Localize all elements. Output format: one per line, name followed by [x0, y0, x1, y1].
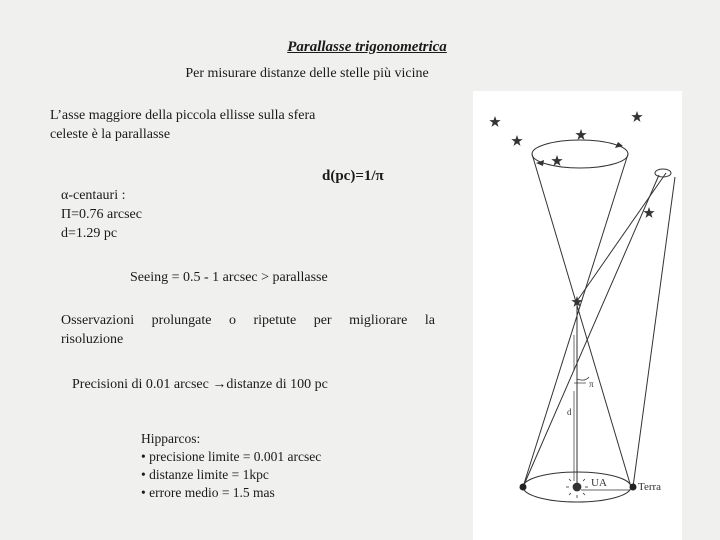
alpha-centauri-label: α-centauri :: [61, 188, 126, 203]
alpha-centauri-distance: d=1.29 pc: [61, 226, 118, 241]
ellipse-note-line-1: L’asse maggiore della piccola ellisse sulla sfera: [50, 108, 316, 123]
star-icon: [489, 116, 500, 127]
hipparcos-info: [141, 430, 321, 502]
seeing-note: Seeing = 0.5 - 1 arcsec > parallasse: [130, 270, 328, 285]
celestial-ellipse: [532, 140, 628, 168]
parallax-diagram: [473, 91, 682, 540]
precision-note: Precisioni di 0.01 arcsec →distanze di 100 pc: [72, 377, 328, 392]
ellipse-note-line-2: celeste è la parallasse: [50, 127, 171, 142]
star-icon: [551, 155, 562, 166]
star-icon: [631, 111, 642, 122]
pi-label: π: [589, 379, 594, 389]
observations-line-2: risoluzione: [61, 332, 124, 347]
parallax-formula: d(pc)=1/π: [322, 168, 384, 184]
telescope-icon: [655, 169, 671, 177]
slide-title: Parallasse trigonometrica: [287, 39, 447, 55]
ua-label: UA: [591, 477, 607, 489]
terra-label: Terra: [638, 481, 662, 493]
earth-right-dot: [630, 484, 637, 491]
hipparcos-error: • errore medio = 1.5 mas: [141, 485, 275, 500]
observations-line-1: Osservazioni prolungate o ripetute per migliorare la: [61, 313, 435, 328]
hipparcos-heading: Hipparcos:: [141, 431, 201, 446]
star-icon: [643, 207, 654, 218]
observations-note: [61, 311, 435, 349]
hipparcos-precision: • precisione limite = 0.001 arcsec: [141, 449, 322, 464]
alpha-centauri-info: [61, 186, 142, 243]
hipparcos-distance: • distanze limite = 1kpc: [141, 467, 269, 482]
alpha-centauri-parallax: Π=0.76 arcsec: [61, 207, 142, 222]
ellipse-note: [50, 106, 315, 144]
earth-left-dot: [520, 484, 527, 491]
d-label: d: [567, 407, 572, 417]
star-icon: [575, 129, 586, 140]
slide-subtitle: Per misurare distanze delle stelle più vicine: [185, 66, 429, 81]
star-icon: [511, 135, 522, 146]
